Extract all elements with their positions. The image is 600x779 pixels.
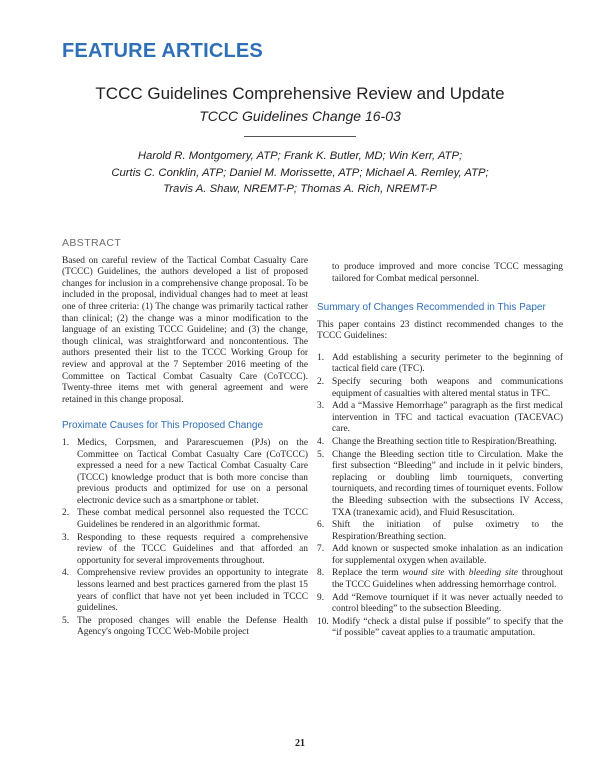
list-number: 9. — [317, 592, 325, 603]
list-item-text: Specify securing both weapons and communications equipment of casualties with altered mental status in TFC. — [332, 376, 563, 399]
list-item-continuation: to produce improved and more concise TCCC messaging tailored for Combat medical personnel. — [332, 262, 563, 284]
page-number: 21 — [295, 738, 305, 749]
list-item-text: Responding to these requests required a comprehensive review of the TCCC Guidelines and that afforded an opportunity for several improvements throughout. — [77, 532, 308, 566]
abstract-heading: ABSTRACT — [62, 237, 122, 249]
list-item — [317, 617, 563, 640]
list-item-text: Shift the initiation of pulse oximetry to the Respiration/Breathing section. — [332, 520, 563, 542]
list-number: 7. — [317, 544, 325, 555]
list-number: 3. — [62, 532, 70, 543]
proximate-causes-heading: Proximate Causes for This Proposed Change — [62, 420, 264, 432]
list-number: 4. — [317, 436, 325, 447]
list-number: 1. — [317, 352, 325, 363]
right-column-continuation — [317, 262, 563, 285]
title-divider — [244, 136, 356, 137]
list-number: 5. — [317, 449, 325, 460]
list-number: 6. — [317, 520, 325, 531]
list-number: 8. — [317, 568, 325, 579]
list-item-text: Modify “check a distal pulse if possible” to specify that the “if possible” caveat applies to a traumatic amputation. — [332, 616, 563, 639]
list-item-text: with — [444, 568, 469, 579]
author-list — [0, 148, 600, 198]
list-item-text: Change the Bleeding section title to Circulation. Make the first subsection “Bleeding” and include in it pelvic binders, replacing or doubling limb tourniquets, converting tourniquets, and recording times of tourniquet events. Follow the Bleeding subsection with the subsections IV Access, TXA (tranexamic acid), and Fluid Resuscitation. — [332, 449, 563, 518]
list-item-text: Add establishing a security perimeter to the beginning of tactical field care (TFC). — [332, 352, 563, 375]
list-item — [317, 353, 563, 376]
list-item — [62, 616, 308, 639]
list-item — [317, 520, 563, 543]
list-number: 2. — [317, 376, 325, 387]
list-item — [317, 568, 563, 591]
summary-list — [317, 353, 563, 640]
list-item — [62, 508, 308, 531]
list-item-text: throughout the TCCC Guidelines when addressing hemorrhage control. — [332, 568, 563, 591]
list-item — [317, 544, 563, 567]
summary-heading: Summary of Changes Recommended in This Paper — [317, 302, 546, 313]
emphasis-term: wound site — [402, 568, 445, 579]
proximate-causes-list — [62, 438, 308, 639]
list-item-text: Add known or suspected smoke inhalation as an indication for supplemental oxygen when available. — [332, 544, 563, 566]
list-item — [62, 438, 308, 508]
list-item — [62, 533, 308, 568]
list-item — [317, 593, 563, 616]
list-item-text: Change the Breathing section title to Respiration/Breathing. — [332, 436, 557, 447]
emphasis-term: bleeding site — [468, 568, 518, 579]
article-title: TCCC Guidelines Comprehensive Review and Update — [95, 84, 505, 103]
list-item-text: Comprehensive review provides an opportunity to integrate lessons learned and best practices garnered from the plast 15 years of conflict that have not yet been included in TCCC guidelines. — [77, 568, 308, 614]
list-item-text: Add a “Massive Hemorrhage” paragraph as the first medical intervention in TFC and tactical evacuation (TACEVAC) care. — [332, 401, 563, 435]
list-number: 5. — [62, 615, 70, 626]
author-line: Harold R. Montgomery, ATP; Frank K. Butler, MD; Win Kerr, ATP; — [137, 150, 463, 162]
list-number: 1. — [62, 437, 70, 448]
author-line: Travis A. Shaw, NREMT-P; Thomas A. Rich, NREMT-P — [163, 183, 437, 195]
list-item — [317, 401, 563, 436]
list-item-text: Medics, Corpsmen, and Pararescuemen (PJs) on the Committee on Tactical Combat Casualty Care (CoTCCC) expressed a need for a new Tactical Combat Casualty Care (TCCC) knowledge product that is both more concise than previous products and optimized for use on a personal electronic device such as a smartphone or tablet. — [77, 437, 308, 506]
summary-intro: This paper contains 23 distinct recommended changes to the TCCC Guidelines: — [317, 319, 563, 342]
list-number: 3. — [317, 401, 325, 412]
list-item — [317, 450, 563, 520]
list-item — [317, 377, 563, 400]
list-item — [317, 437, 563, 449]
list-item-text: The proposed changes will enable the Defense Health Agency's ongoing TCCC Web-Mobile project — [77, 615, 308, 638]
list-item-text: Replace the term — [332, 568, 403, 579]
list-number: 2. — [62, 508, 70, 519]
list-item-text: Add “Remove tourniquet if it was never actually needed to control bleeding” to the subsection Bleeding. — [332, 592, 563, 615]
abstract-text: Based on careful review of the Tactical Combat Casualty Care (TCCC) Guidelines, the authors developed a list of proposed changes for inclusion in a comprehensive change proposal. To be included in the proposal, individual changes had to meet at least one of three criteria: (1) The change was primarily tactical rather than clinical; (2) the change was a minor modification to the language of an existing TCCC Guideline; and (3) the change, though clinical, was straightforward and noncontentious. The authors presented their list to the TCCC Working Group for review and approval at the 7 September 2016 meeting of the Committee on Tactical Combat Casualty Care (CoTCCC). Twenty-three items met with general agreement and were retained in this change proposal. — [62, 255, 308, 405]
section-label: FEATURE ARTICLES — [62, 40, 263, 62]
list-number: 4. — [62, 568, 70, 579]
list-number: 10. — [317, 616, 329, 627]
left-column — [62, 238, 308, 640]
article-subtitle: TCCC Guidelines Change 16-03 — [199, 108, 401, 124]
list-item — [62, 568, 308, 614]
author-line: Curtis C. Conklin, ATP; Daniel M. Morissette, ATP; Michael A. Remley, ATP; — [111, 166, 489, 179]
list-item-text: These combat medical personnel also requested the TCCC Guidelines be rendered in an algorithmic format. — [77, 508, 308, 531]
right-column — [317, 302, 563, 641]
